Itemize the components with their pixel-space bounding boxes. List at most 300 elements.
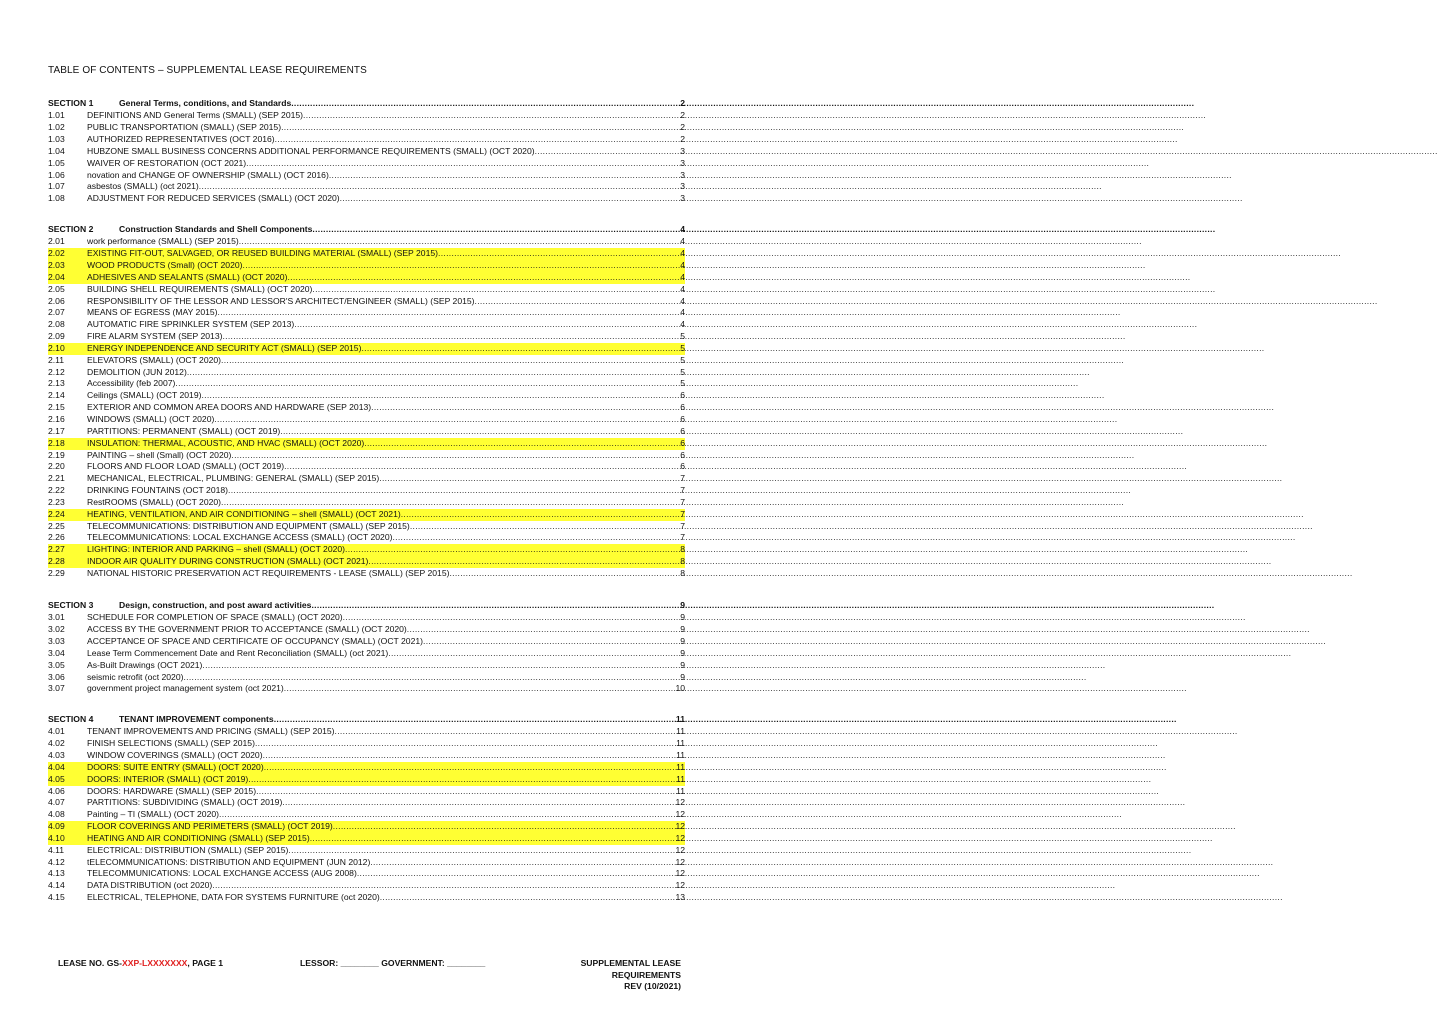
entry-number: 4.03	[48, 750, 65, 761]
entry-page-number: 9	[680, 624, 685, 635]
toc-entry[interactable]	[48, 648, 685, 660]
dot-leader	[340, 193, 681, 205]
dot-leader	[280, 426, 680, 438]
entry-number: 2.04	[48, 271, 65, 282]
toc-entry[interactable]	[48, 473, 685, 485]
entry-number: 2.16	[48, 414, 65, 424]
dot-leader	[222, 331, 680, 343]
entry-page-number: 9	[680, 636, 685, 647]
toc-entry[interactable]	[48, 762, 685, 774]
toc-entry[interactable]	[48, 272, 685, 284]
entry-title: asbestos (SMALL) (oct 2021)	[87, 181, 199, 192]
dot-leader	[303, 110, 680, 122]
entry-page-number: 6	[680, 461, 685, 472]
dot-leader	[343, 612, 681, 624]
entry-number: 2.28	[48, 556, 65, 567]
entry-number: 1.07	[48, 181, 65, 192]
toc-entry[interactable]	[48, 683, 685, 695]
toc-entry[interactable]	[48, 544, 685, 556]
entry-page-number: 11	[676, 785, 685, 796]
dot-leader	[264, 762, 676, 774]
toc-entry[interactable]	[48, 307, 685, 319]
entry-number: 3.06	[48, 671, 65, 682]
dot-leader	[282, 797, 675, 809]
entry-title: RestROOMS (SMALL) (OCT 2020)	[87, 496, 222, 507]
entry-number: 1.05	[48, 157, 65, 168]
entry-title: ELECTRICAL, TELEPHONE, DATA FOR SYSTEMS FURNITURE (oct 2020)	[87, 892, 380, 903]
entry-number: 2.29	[48, 567, 65, 578]
entry-page-number: 11	[676, 738, 685, 749]
section-title: TENANT IMPROVEMENT components	[119, 714, 274, 724]
entry-number: 1.03	[48, 134, 65, 145]
entry-number: 4.11	[48, 844, 65, 855]
entry-number: 2.09	[48, 331, 65, 342]
entry-number: 2.12	[48, 366, 65, 377]
entry-title: DEFINITIONS AND General Terms (SMALL) (SEP 2015)	[87, 110, 304, 121]
toc-entry[interactable]	[48, 497, 685, 509]
dot-leader	[368, 556, 680, 568]
entry-number: 1.04	[48, 145, 65, 156]
entry-page-number: 6	[680, 402, 685, 413]
toc-entry[interactable]	[48, 857, 685, 869]
entry-title: DOORS: HARDWARE (SMALL) (SEP 2015)	[87, 785, 257, 796]
toc-entry[interactable]	[48, 809, 685, 821]
dot-leader	[246, 158, 680, 170]
entry-number: 2.01	[48, 236, 65, 247]
toc-entry[interactable]	[48, 880, 685, 892]
entry-number: 1.06	[48, 169, 65, 180]
entry-title: Ceilings (SMALL) (OCT 2019)	[87, 390, 202, 401]
entry-page-number: 12	[675, 832, 685, 843]
footer-document-revision	[545, 958, 681, 993]
entry-page-number: 12	[675, 844, 685, 855]
entry-number: 4.12	[48, 856, 65, 867]
entry-title: tELECOMMUNICATIONS: DISTRIBUTION AND EQUIPMENT (JUN 2012)	[87, 856, 371, 867]
entry-title: EXISTING FIT-OUT, SALVAGED, OR REUSED BUILDING MATERIAL (SMALL) (SEP 2015)	[87, 248, 438, 259]
entry-page-number: 12	[675, 880, 685, 891]
toc-entry[interactable]	[48, 134, 685, 146]
section-page-number: 4	[680, 224, 685, 234]
dot-leader	[310, 833, 676, 845]
toc-entry[interactable]	[48, 426, 685, 438]
entry-title: DOORS: SUITE ENTRY (SMALL) (OCT 2020)	[87, 761, 264, 772]
dot-leader	[239, 236, 680, 248]
toc-entry[interactable]	[48, 158, 685, 170]
entry-title: LIGHTING: INTERIOR AND PARKING – shell (SMALL) (OCT 2020)	[87, 544, 346, 555]
entry-number: 2.18	[48, 437, 65, 448]
toc-entry[interactable]	[48, 122, 685, 134]
entry-number: 2.21	[48, 473, 65, 484]
entry-page-number: 6	[680, 390, 685, 401]
entry-number: 2.24	[48, 508, 65, 519]
section-page-number: 11	[675, 714, 685, 724]
dot-leader	[231, 450, 680, 462]
entry-title: ENERGY INDEPENDENCE AND SECURITY ACT (SMALL) (SEP 2015)	[87, 342, 362, 353]
toc-entry[interactable]	[48, 296, 685, 308]
entry-page-number: 10	[675, 683, 685, 694]
toc-entry[interactable]	[48, 750, 685, 762]
toc-entry[interactable]	[48, 331, 685, 343]
entry-number: 2.10	[48, 342, 65, 353]
entry-title: TELECOMMUNICATIONS: DISTRIBUTION AND EQUIPMENT (SMALL) (SEP 2015)	[87, 520, 410, 531]
entry-title: DOORS: INTERIOR (SMALL) (OCT 2019)	[87, 773, 249, 784]
entry-number: 2.03	[48, 260, 65, 271]
entry-page-number: 12	[675, 821, 685, 832]
entry-number: 2.26	[48, 532, 65, 543]
entry-number: 2.23	[48, 496, 65, 507]
entry-number: 4.01	[48, 726, 65, 737]
section-page-number: 2	[680, 98, 685, 108]
dot-leader	[388, 648, 680, 660]
entry-number: 3.01	[48, 612, 65, 623]
entry-page-number: 3	[680, 157, 685, 168]
entry-page-number: 8	[680, 544, 685, 555]
entry-title: DEMOLITION (JUN 2012)	[87, 366, 187, 377]
entry-title: SCHEDULE FOR COMPLETION OF SPACE (SMALL) (OCT 2020)	[87, 612, 343, 623]
entry-page-number: 9	[680, 647, 685, 658]
entry-number: 2.25	[48, 520, 65, 531]
toc-section	[48, 98, 685, 205]
entry-page-number: 7	[680, 520, 685, 531]
entry-page-number: 12	[675, 809, 685, 820]
toc-entry[interactable]	[48, 509, 685, 521]
dot-leader	[274, 714, 676, 726]
entry-title: novation and CHANGE OF OWNERSHIP (SMALL) (OCT 2016)	[87, 169, 329, 180]
entry-title: TENANT IMPROVEMENTS AND PRICING (SMALL) (SEP 2015)	[87, 726, 335, 737]
toc-entry[interactable]	[48, 521, 685, 533]
dot-leader	[284, 461, 680, 473]
section-page-number: 9	[680, 600, 685, 610]
entry-page-number: 7	[680, 473, 685, 484]
entry-title: PARTITIONS: PERMANENT (SMALL) (OCT 2019)	[87, 425, 281, 436]
dot-leader	[201, 390, 680, 402]
entry-title: INSULATION: THERMAL, ACOUSTIC, AND HVAC (SMALL) (OCT 2020)	[87, 437, 365, 448]
lease-number-placeholder: XXP-LXXXXXXX	[121, 958, 188, 968]
entry-title: AUTOMATIC FIRE SPRINKLER SYSTEM (SEP 2013)	[87, 319, 295, 330]
entry-page-number: 4	[680, 271, 685, 282]
footer-initials: LESSOR: ________ GOVERNMENT: ________	[300, 958, 486, 968]
entry-number: 4.14	[48, 880, 65, 891]
entry-number: 4.15	[48, 892, 65, 903]
entry-title: ELEVATORS (SMALL) (OCT 2020)	[87, 354, 222, 365]
entry-page-number: 4	[680, 260, 685, 271]
entry-number: 4.02	[48, 738, 65, 749]
toc-entry[interactable]	[48, 110, 685, 122]
toc-entry[interactable]	[48, 414, 685, 426]
dot-leader	[221, 497, 680, 509]
entry-title: WINDOWS (SMALL) (OCT 2020)	[87, 414, 215, 424]
entry-title: FLOOR COVERINGS AND PERIMETERS (SMALL) (OCT 2019)	[87, 821, 333, 832]
entry-page-number: 3	[680, 169, 685, 180]
toc-entry[interactable]	[48, 181, 685, 193]
entry-page-number: 11	[676, 761, 685, 772]
footer-right-line-3: REV (10/2021)	[624, 981, 681, 991]
entry-title: INDOOR AIR QUALITY DURING CONSTRUCTION (SMALL) (OCT 2021)	[87, 556, 369, 567]
dot-leader	[202, 660, 680, 672]
entry-number: 2.20	[48, 461, 65, 472]
entry-page-number: 4	[680, 319, 685, 330]
dot-leader	[475, 296, 681, 308]
toc-entry[interactable]	[48, 146, 685, 158]
page-label: , PAGE 1	[187, 958, 224, 968]
lease-prefix: LEASE NO. GS-	[58, 958, 122, 968]
toc-section	[48, 224, 685, 580]
section-title: Design, construction, and post award activities	[119, 600, 312, 610]
dot-leader	[312, 284, 680, 296]
dot-leader	[333, 821, 676, 833]
entry-page-number: 12	[675, 856, 685, 867]
entry-title: DATA DISTRIBUTION (oct 2020)	[87, 880, 213, 891]
entry-number: 2.13	[48, 378, 65, 389]
dot-leader	[361, 343, 680, 355]
entry-number: 2.08	[48, 319, 65, 330]
dot-leader	[535, 146, 681, 158]
section-label: SECTION 1	[48, 98, 94, 108]
entry-page-number: 4	[680, 283, 685, 294]
entry-number: 2.11	[48, 354, 65, 365]
toc-entry[interactable]	[48, 438, 685, 450]
dot-leader	[255, 738, 676, 750]
toc-entry[interactable]	[48, 319, 685, 331]
entry-number: 2.14	[48, 390, 65, 401]
dot-leader	[407, 624, 680, 636]
entry-title: HUBZONE SMALL BUSINESS CONCERNS ADDITIONAL PERFORMANCE REQUIREMENTS (SMALL) (OCT 2020)	[87, 145, 535, 156]
toc-entry[interactable]	[48, 797, 685, 809]
entry-number: 3.07	[48, 683, 65, 694]
toc-entry[interactable]	[48, 845, 685, 857]
dot-leader	[379, 473, 680, 485]
dot-leader	[329, 170, 680, 182]
entry-number: 3.03	[48, 636, 65, 647]
entry-number: 2.19	[48, 449, 65, 460]
dot-leader	[219, 809, 675, 821]
entry-title: As-Built Drawings (OCT 2021)	[87, 659, 203, 670]
entry-page-number: 12	[675, 797, 685, 808]
toc-entry[interactable]	[48, 833, 685, 845]
toc-section	[48, 600, 685, 695]
entry-title: FINISH SELECTIONS (SMALL) (SEP 2015)	[87, 738, 255, 749]
dot-leader	[175, 378, 680, 390]
entry-page-number: 4	[680, 236, 685, 247]
toc-entry[interactable]	[48, 402, 685, 414]
dot-leader	[183, 672, 680, 684]
dot-leader	[423, 636, 680, 648]
toc-entry[interactable]	[48, 284, 685, 296]
toc-entry[interactable]	[48, 726, 685, 738]
entry-title: ADJUSTMENT FOR REDUCED SERVICES (SMALL) (OCT 2020)	[87, 193, 340, 204]
dot-leader	[364, 438, 680, 450]
dot-leader	[275, 134, 681, 146]
toc-entry[interactable]	[48, 367, 685, 379]
toc-entry[interactable]	[48, 343, 685, 355]
entry-number: 2.27	[48, 544, 65, 555]
dot-leader	[212, 880, 675, 892]
toc-entry[interactable]	[48, 485, 685, 497]
entry-title: BUILDING SHELL REQUIREMENTS (SMALL) (OCT 2020)	[87, 283, 313, 294]
toc-entry[interactable]	[48, 170, 685, 182]
dot-leader	[392, 532, 680, 544]
entry-title: MEANS OF EGRESS (MAY 2015)	[87, 307, 218, 318]
dot-leader	[291, 98, 680, 110]
entry-title: WOOD PRODUCTS (Small) (OCT 2020)	[87, 260, 243, 271]
dot-leader	[199, 181, 680, 193]
toc-entry[interactable]	[48, 236, 685, 248]
entry-title: HEATING, VENTILATION, AND AIR CONDITIONING – shell (SMALL) (OCT 2021)	[87, 508, 401, 519]
toc-section-heading[interactable]	[48, 98, 685, 110]
entry-page-number: 11	[676, 726, 685, 737]
toc-entry[interactable]	[48, 672, 685, 684]
entry-number: 3.02	[48, 624, 65, 635]
entry-number: 2.22	[48, 485, 65, 496]
toc-entry[interactable]	[48, 868, 685, 880]
dot-leader	[187, 367, 680, 379]
entry-title: PARTITIONS: SUBDIVIDING (SMALL) (OCT 2019)	[87, 797, 283, 808]
toc-entry[interactable]	[48, 193, 685, 205]
entry-number: 2.15	[48, 402, 65, 413]
entry-number: 4.10	[48, 832, 65, 843]
entry-page-number: 5	[680, 354, 685, 365]
entry-page-number: 5	[680, 366, 685, 377]
toc-section-heading[interactable]	[48, 224, 685, 236]
dot-leader	[357, 868, 676, 880]
toc-section-heading[interactable]	[48, 714, 685, 726]
dot-leader	[401, 509, 680, 521]
toc-entry[interactable]	[48, 556, 685, 568]
toc-entry[interactable]	[48, 390, 685, 402]
dot-leader	[228, 485, 680, 497]
entry-number: 4.13	[48, 868, 65, 879]
toc-entry[interactable]	[48, 248, 685, 260]
entry-page-number: 9	[680, 612, 685, 623]
dot-leader	[371, 402, 680, 414]
toc-title: TABLE OF CONTENTS – SUPPLEMENTAL LEASE REQUIREMENTS	[48, 65, 367, 76]
dot-leader	[312, 224, 680, 236]
section-label: SECTION 2	[48, 224, 94, 234]
toc-entry[interactable]	[48, 738, 685, 750]
entry-page-number: 7	[680, 508, 685, 519]
entry-number: 4.05	[48, 773, 65, 784]
entry-title: seismic retrofit (oct 2020)	[87, 671, 184, 682]
entry-page-number: 11	[676, 773, 685, 784]
entry-number: 4.06	[48, 785, 65, 796]
entry-page-number: 3	[680, 181, 685, 192]
entry-title: ELECTRICAL: DISTRIBUTION (SMALL) (SEP 2015)	[87, 844, 289, 855]
entry-page-number: 7	[680, 485, 685, 496]
toc-entry[interactable]	[48, 260, 685, 272]
section-label: SECTION 4	[48, 714, 94, 724]
entry-page-number: 5	[680, 342, 685, 353]
toc-entry[interactable]	[48, 461, 685, 473]
dot-leader	[294, 319, 680, 331]
entry-title: ACCESS BY THE GOVERNMENT PRIOR TO ACCEPTANCE (SMALL) (OCT 2020)	[87, 624, 407, 635]
section-label: SECTION 3	[48, 600, 94, 610]
entry-page-number: 5	[680, 378, 685, 389]
dot-leader	[263, 750, 677, 762]
entry-number: 3.05	[48, 659, 65, 670]
entry-page-number: 8	[680, 567, 685, 578]
toc-entry[interactable]	[48, 450, 685, 462]
dot-leader	[438, 248, 680, 260]
entry-page-number: 6	[680, 425, 685, 436]
section-title: General Terms, conditions, and Standards	[119, 98, 292, 108]
dot-leader	[410, 521, 680, 533]
toc-entry[interactable]	[48, 821, 685, 833]
entry-title: HEATING AND AIR CONDITIONING (SMALL) (SEP 2015)	[87, 832, 310, 843]
entry-title: Lease Term Commencement Date and Rent Reconciliation (SMALL) (oct 2021)	[87, 647, 389, 658]
toc-entry[interactable]	[48, 892, 685, 904]
entry-title: work performance (SMALL) (SEP 2015)	[87, 236, 239, 247]
dot-leader	[335, 726, 677, 738]
entry-number: 2.02	[48, 248, 65, 259]
dot-leader	[218, 307, 681, 319]
dot-leader	[256, 786, 676, 798]
entry-title: ADHESIVES AND SEALANTS (SMALL) (OCT 2020)	[87, 271, 288, 282]
entry-page-number: 9	[680, 671, 685, 682]
entry-title: AUTHORIZED REPRESENTATIVES (OCT 2016)	[87, 134, 275, 145]
entry-number: 1.02	[48, 122, 65, 133]
toc-entry[interactable]	[48, 568, 685, 580]
entry-number: 1.01	[48, 110, 65, 121]
toc-entry[interactable]	[48, 532, 685, 544]
entry-title: FIRE ALARM SYSTEM (SEP 2013)	[87, 331, 223, 342]
entry-title: WINDOW COVERINGS (SMALL) (OCT 2020)	[87, 750, 263, 761]
footer-right-line-1: SUPPLEMENTAL LEASE	[580, 958, 681, 968]
footer-right-line-2: REQUIREMENTS	[611, 969, 681, 980]
footer-lease-number	[58, 958, 223, 970]
entry-page-number: 12	[675, 868, 685, 879]
entry-title: Painting – TI (SMALL) (OCT 2020)	[87, 809, 219, 820]
entry-number: 2.05	[48, 283, 65, 294]
entry-number: 4.08	[48, 809, 65, 820]
entry-page-number: 6	[680, 437, 685, 448]
toc-section-heading[interactable]	[48, 600, 685, 612]
entry-title: EXTERIOR AND COMMON AREA DOORS AND HARDWARE (SEP 2013)	[87, 402, 372, 413]
toc-entry[interactable]	[48, 355, 685, 367]
entry-page-number: 4	[680, 248, 685, 259]
entry-page-number: 3	[680, 193, 685, 204]
toc-entry[interactable]	[48, 774, 685, 786]
dot-leader	[287, 272, 680, 284]
entry-title: PUBLIC TRANSPORTATION (SMALL) (SEP 2015)	[87, 122, 282, 133]
entry-number: 2.06	[48, 295, 65, 306]
entry-page-number: 3	[680, 145, 685, 156]
entry-number: 4.04	[48, 761, 65, 772]
dot-leader	[449, 568, 680, 580]
toc-entry[interactable]	[48, 378, 685, 390]
entry-number: 4.07	[48, 797, 65, 808]
entry-title: NATIONAL HISTORIC PRESERVATION ACT REQUIREMENTS - LEASE (SMALL) (SEP 2015)	[87, 567, 450, 578]
toc-entry[interactable]	[48, 624, 685, 636]
entry-page-number: 13	[675, 892, 685, 903]
entry-page-number: 8	[680, 556, 685, 567]
entry-title: government project management system (oct 2021)	[87, 683, 284, 694]
entry-title: WAIVER OF RESTORATION (OCT 2021)	[87, 157, 247, 168]
entry-page-number: 6	[680, 449, 685, 460]
dot-leader	[284, 683, 676, 695]
toc-entry[interactable]	[48, 786, 685, 798]
toc-section	[48, 714, 685, 904]
toc-entry[interactable]	[48, 612, 685, 624]
toc-entry[interactable]	[48, 660, 685, 672]
entry-number: 4.09	[48, 821, 65, 832]
dot-leader	[214, 414, 680, 426]
entry-page-number: 9	[680, 659, 685, 670]
dot-leader	[380, 892, 676, 904]
entry-title: FLOORS AND FLOOR LOAD (SMALL) (OCT 2019)	[87, 461, 285, 472]
entry-page-number: 4	[680, 307, 685, 318]
toc-entry[interactable]	[48, 636, 685, 648]
dot-leader	[288, 845, 675, 857]
